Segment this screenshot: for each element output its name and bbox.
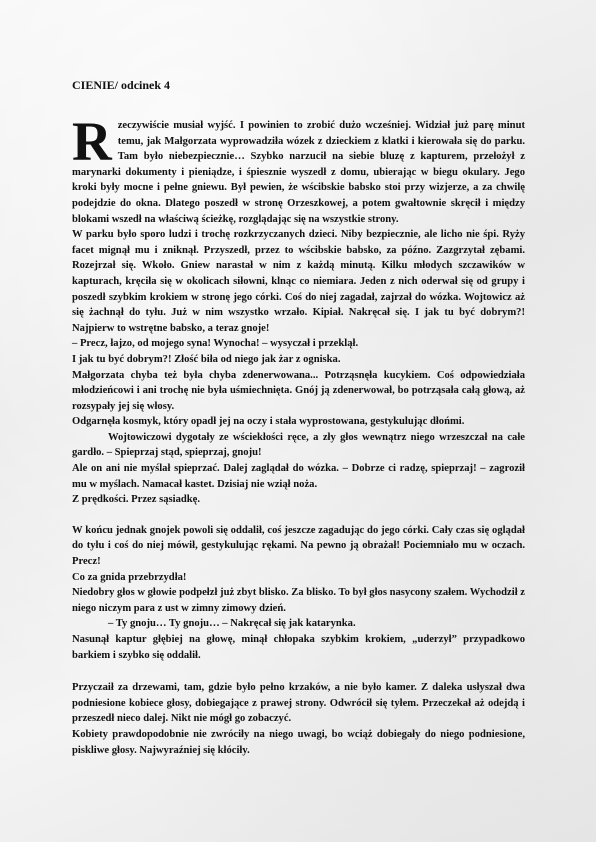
paragraph: [72, 727, 525, 758]
paragraph-text: Nasunął kaptur głębiej na głowę, minął chłopaka szybkim krokiem, „uderzył” przypadkowo barkiem i szybko się oddalił.: [72, 634, 525, 661]
paragraph-text: Odgarnęła kosmyk, który opadł jej na oczy i stała wyprostowana, gestykulując dłońmi.: [72, 416, 465, 428]
paragraph-text: Kobiety prawdopodobnie nie zwróciły na niego uwagi, bo wciąż dobiegały do niego podniesione, piskliwe głosy. Najwyraźniej się kłóciły.: [72, 728, 525, 756]
paragraph: [72, 227, 525, 336]
paragraph-text: Co za gnida przebrzydła!: [72, 571, 187, 583]
paragraph-text: Przyczaił za drzewami, tam, gdzie było pełno krzaków, a nie było kamer. Z daleka usłyszał dwa podniesione kobiece głosy, dobiegające z prawej strony. Odwrócił się tyłem. Przeczekał aż odejdą i przeszedł nieco dalej. Nikt nie mógł go zobaczyć.: [72, 682, 525, 725]
paragraph: [72, 632, 525, 663]
paragraph-text: W parku było sporo ludzi i trochę rozkrzyczanych dzieci. Niby bezpiecznie, ale licho nie śpi. Ryży facet mignął mu i zniknął. Przyszedł, przez to wścibskie babsko, za późno. Zazgrzytał zębami. Rozejrzał się. Wkoło. Gniew narastał w nim z każdą minutą. Kilku młodych szczawików w kapturach, kręciła się w okolicach siłowni, klnąc co niemiara. Jeden z nich oderwał się od grupy i poszedł szybkim krokiem w stronę jego córki. Coś do niej zagadał, zajrzał do wózka. Wojtowicz aż się żachnął do tyłu. Już w nim wszystko wrzało. Kipiał. Nakręcał się. I jak tu być dobrym?! Najpierw to wstrętne babsko, a teraz gnoje!: [72, 229, 525, 334]
paragraph: [72, 616, 525, 632]
section-break: [72, 508, 525, 523]
paragraph-text: Z prędkości. Przez sąsiadkę.: [72, 494, 200, 506]
paragraph: [72, 352, 525, 368]
paragraph: [72, 570, 525, 586]
paragraph: [72, 430, 525, 461]
paragraph: [72, 368, 525, 415]
paragraph: [72, 523, 525, 570]
paragraph-text: zeczywiście musiał wyjść. I powinien to zrobić dużo wcześniej. Widział już parę minut temu, jak Małgorzata wyprowadziła wózek z dzieckiem z klatki i kierowała się do parku. Tam było niebezpiecznie… Szybko narzucił na siebie bluzę z kapturem, przełożył z marynarki dokumenty i pieniądze, i śpiesznie wyszedł z domu, ubierając w biegu okulary. Jego kroki były mocne i pełne gniewu. Był pewien, że wścibskie babsko stoi przy wizjerze, a za chwilę podejdzie do okna. Dlatego poszedł w stronę Orzeszkowej, a potem gwałtownie skręcił i między blokami wszedł na właściwą ścieżkę, rozglądając się na wszystkie strony.: [72, 120, 525, 225]
paragraph-text: Małgorzata chyba też była chyba zdenerwowana... Potrząsnęła kucykiem. Coś odpowiedziała młodzieńcowi i ani trochę nie była uśmiechnięta. Gnój ją zdenerwował, bo potrząsała całą głową, aż rozsypały jej się włosy.: [72, 369, 525, 412]
paragraph: [72, 111, 525, 227]
document-body: [72, 111, 525, 758]
paragraph-text: Wojtowiczowi dygotały ze wściekłości ręce, a zły głos wewnątrz niego wrzeszczał na całe gardło. – Spieprzaj stąd, spieprzaj, gnoju!: [72, 431, 525, 459]
paragraph: [72, 585, 525, 616]
paragraph-text: – Precz, łajzo, od mojego syna! Wynocha! – wysyczał i przeklął.: [72, 338, 359, 350]
paragraph-text: Ale on ani nie myślał spieprzać. Dalej zaglądał do wózka. – Dobrze ci radzę, spieprzaj! – zagroził mu w myślach. Namacał kastet. Dzisiaj nie wziął noża.: [72, 463, 525, 490]
paragraph-text: I jak tu być dobrym?! Złość biła od niego jak żar z ogniska.: [72, 353, 341, 365]
paragraph-text: – Ty gnoju… Ty gnoju… – Nakręcał się jak katarynka.: [108, 618, 356, 630]
paragraph-text: W końcu jednak gnojek powoli się oddalił, coś jeszcze zagadując do jego córki. Cały czas się oglądał do tyłu i coś do niej mówił, gestykulując rękami. Na pewno ją obrażał! Pociemniało mu w oczach. Precz!: [72, 524, 525, 568]
document-title: CIENIE/ odcinek 4: [72, 78, 171, 92]
paragraph: [72, 461, 525, 492]
paragraph: [72, 492, 525, 508]
paragraph-text: Niedobry głos w głowie podpełzł już zbyt blisko. Za blisko. To był głos nasycony szałem. Wychodził z niego niczym para z ust w zimny zimowy dzień.: [72, 587, 525, 614]
paragraph: [72, 680, 525, 727]
section-break: [72, 663, 525, 680]
document-page: [72, 78, 525, 758]
paragraph: [72, 336, 525, 352]
paragraph: [72, 414, 525, 430]
drop-cap: R: [72, 111, 112, 172]
